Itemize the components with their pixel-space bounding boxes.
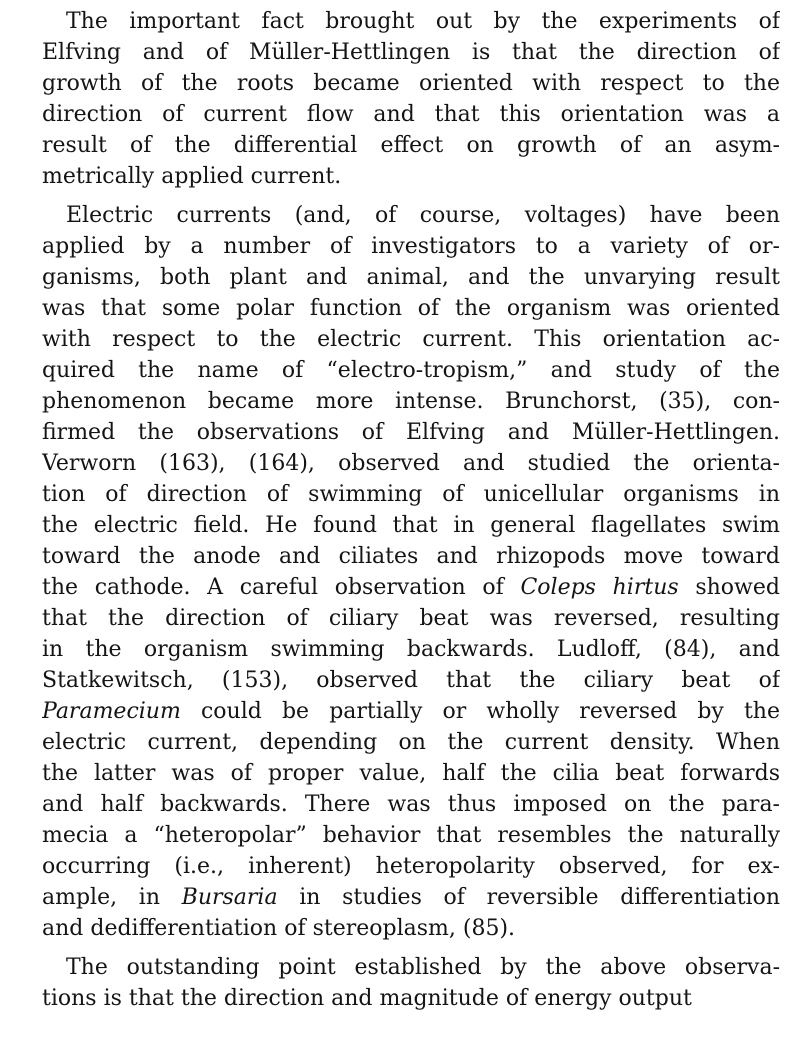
text-run: and half backwards. There was thus imposed on the para- [42, 792, 780, 817]
paragraph-gap [42, 192, 780, 200]
text-line [42, 37, 780, 68]
text-run: result of the differential effect on growth of an asym- [42, 133, 780, 158]
text-run: Statkewitsch, (153), observed that the ciliary beat of [42, 668, 780, 693]
text-line [42, 983, 780, 1014]
text-line [42, 6, 780, 37]
text-line [42, 758, 780, 789]
text-line [42, 448, 780, 479]
text-run: and dedifferentiation of stereoplasm, (85). [42, 916, 516, 941]
paragraph [42, 6, 780, 192]
text-run: applied by a number of investigators to a variety of or- [42, 234, 780, 259]
text-line [42, 913, 780, 944]
text-run: could be partially or wholly reversed by the [180, 699, 780, 724]
text-line [42, 99, 780, 130]
text-run: direction of current flow and that this orientation was a [42, 102, 780, 127]
text-line [42, 727, 780, 758]
text-line [42, 634, 780, 665]
text-run: that the direction of ciliary beat was reversed, resulting [42, 606, 780, 631]
text-line [42, 386, 780, 417]
text-line [42, 952, 780, 983]
text-line [42, 603, 780, 634]
text-line [42, 820, 780, 851]
text-run: tion of direction of swimming of unicellular organisms in [42, 482, 780, 507]
text-line [42, 665, 780, 696]
text-run: ganisms, both plant and animal, and the unvarying result [42, 265, 780, 290]
text-line [42, 417, 780, 448]
text-line [42, 696, 780, 727]
italic-term: Paramecium [42, 699, 181, 724]
text-run: Electric currents (and, of course, voltages) have been [66, 203, 780, 228]
text-run: growth of the roots became oriented with respect to the [42, 71, 780, 96]
text-line [42, 510, 780, 541]
text-line [42, 882, 780, 913]
paragraph [42, 200, 780, 944]
page-body [42, 0, 780, 1014]
text-run: showed [678, 575, 780, 600]
text-line [42, 68, 780, 99]
text-line [42, 293, 780, 324]
text-line [42, 324, 780, 355]
text-line [42, 851, 780, 882]
text-line [42, 572, 780, 603]
text-run: The outstanding point established by the above observa- [66, 955, 780, 980]
text-line [42, 200, 780, 231]
text-line [42, 789, 780, 820]
text-run: was that some polar function of the organism was oriented [42, 296, 780, 321]
text-run: Elfving and of Müller-Hettlingen is that the direction of [42, 40, 780, 65]
text-run: Verworn (163), (164), observed and studied the orienta- [42, 451, 780, 476]
text-line [42, 130, 780, 161]
text-run: ample, in [42, 885, 182, 910]
text-run: tions is that the direction and magnitude of energy output [42, 986, 692, 1011]
text-run: the cathode. A careful observation of [42, 575, 521, 600]
text-run: occurring (i.e., inherent) heteropolarity observed, for ex- [42, 854, 780, 879]
italic-term: Bursaria [181, 885, 278, 910]
text-run: in studies of reversible differentiation [277, 885, 780, 910]
text-line [42, 231, 780, 262]
text-run: The important fact brought out by the experiments of [66, 9, 780, 34]
text-run: in the organism swimming backwards. Ludloff, (84), and [42, 637, 780, 662]
text-run: phenomenon became more intense. Brunchorst, (35), con- [42, 389, 780, 414]
text-run: metrically applied current. [42, 164, 342, 189]
text-line [42, 355, 780, 386]
text-run: electric current, depending on the current density. When [42, 730, 780, 755]
text-line [42, 262, 780, 293]
paragraph-gap [42, 944, 780, 952]
text-line [42, 541, 780, 572]
text-run: mecia a “heteropolar” behavior that resembles the naturally [42, 823, 780, 848]
text-run: the latter was of proper value, half the cilia beat forwards [42, 761, 780, 786]
text-run: toward the anode and ciliates and rhizopods move toward [42, 544, 780, 569]
paragraph [42, 952, 780, 1014]
text-line [42, 161, 780, 192]
text-run: with respect to the electric current. This orientation ac- [42, 327, 780, 352]
text-line [42, 479, 780, 510]
text-run: quired the name of “electro-tropism,” and study of the [42, 358, 780, 383]
italic-term: Coleps hirtus [520, 575, 679, 600]
text-run: firmed the observations of Elfving and Müller-Hettlingen. [42, 420, 780, 445]
text-run: the electric field. He found that in general flagellates swim [42, 513, 780, 538]
